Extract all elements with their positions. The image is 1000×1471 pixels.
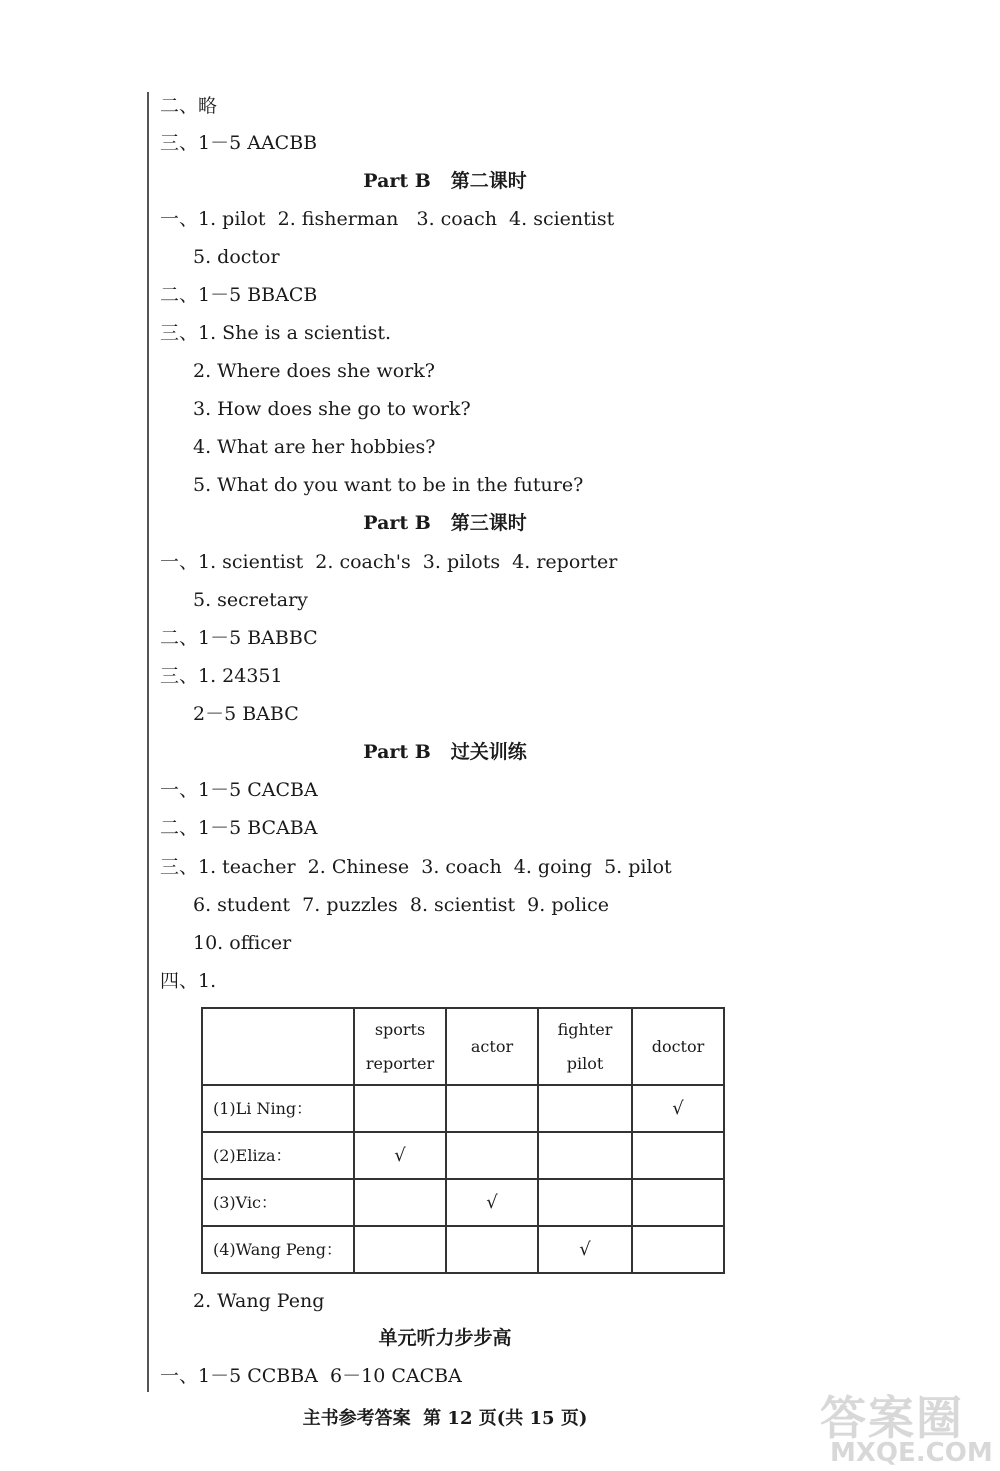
check-cell (632, 1132, 724, 1179)
answer-line: 二、1－5 BABBC (160, 627, 318, 649)
check-cell (354, 1179, 446, 1226)
answer-table (201, 1007, 725, 1274)
check-cell (538, 1132, 632, 1179)
check-cell (538, 1179, 632, 1226)
page-footer: 主书参考答案 第 12 页(共 15 页) (302, 1408, 588, 1429)
answer-line: 5. secretary (193, 589, 308, 611)
answer-line: 一、1－5 CCBBA 6－10 CACBA (160, 1365, 462, 1387)
column-header-doctor: doctor (632, 1008, 724, 1085)
answer-line: 5. doctor (193, 246, 280, 268)
answer-line: 三、1－5 AACBB (160, 132, 318, 154)
table-row (202, 1132, 724, 1179)
answer-line: 三、1. 24351 (160, 665, 283, 687)
answer-line: 四、1. (160, 970, 217, 992)
row-label: (3)Vic： (202, 1179, 354, 1226)
answer-line: 二、略 (160, 95, 218, 117)
check-cell: √ (632, 1085, 724, 1132)
answer-line: 4. What are her hobbies? (193, 436, 436, 458)
answer-line: 三、1. She is a scientist. (160, 322, 392, 344)
answer-line: 2－5 BABC (193, 703, 299, 725)
answer-line: 3. How does she go to work? (193, 398, 471, 420)
check-cell (632, 1226, 724, 1273)
watermark-text: 答案圈 (820, 1391, 964, 1445)
answer-line: 二、1－5 BBACB (160, 284, 318, 306)
section-heading: Part B 过关训练 (363, 741, 527, 763)
answer-line: 2. Where does she work? (193, 360, 435, 382)
check-cell (354, 1085, 446, 1132)
row-label: (1)Li Ning： (202, 1085, 354, 1132)
answer-line: 一、1. pilot 2. fisherman 3. coach 4. scientist (160, 208, 615, 230)
table-header-row (202, 1008, 724, 1085)
check-cell: √ (538, 1226, 632, 1273)
row-label: (4)Wang Peng： (202, 1226, 354, 1273)
column-header-fighter-pilot: fighter pilot (538, 1008, 632, 1085)
check-cell (354, 1226, 446, 1273)
check-cell: √ (354, 1132, 446, 1179)
answer-line: 三、1. teacher 2. Chinese 3. coach 4. going 5. pilot (160, 856, 672, 878)
watermark-url: MXQE.COM (830, 1438, 993, 1468)
table-row (202, 1179, 724, 1226)
column-header-actor: actor (446, 1008, 538, 1085)
row-label: (2)Eliza： (202, 1132, 354, 1179)
check-cell (446, 1132, 538, 1179)
answer-line: 一、1. scientist 2. coach's 3. pilots 4. reporter (160, 551, 618, 573)
answer-line: 10. officer (193, 932, 292, 954)
table-row (202, 1226, 724, 1273)
watermark-logo (790, 1382, 993, 1468)
check-cell (446, 1226, 538, 1273)
check-cell (538, 1085, 632, 1132)
section-heading: 单元听力步步高 (378, 1327, 512, 1349)
section-heading: Part B 第二课时 (363, 170, 527, 192)
check-cell: √ (446, 1179, 538, 1226)
table-corner-cell (202, 1008, 354, 1085)
check-cell (632, 1179, 724, 1226)
answer-line: 5. What do you want to be in the future? (193, 474, 584, 496)
check-cell (446, 1085, 538, 1132)
answer-line: 6. student 7. puzzles 8. scientist 9. police (193, 894, 609, 916)
answer-line: 一、1－5 CACBA (160, 779, 318, 801)
column-header-sports-reporter: sports reporter (354, 1008, 446, 1085)
answer-line: 2. Wang Peng (193, 1290, 325, 1312)
section-heading: Part B 第三课时 (363, 512, 527, 534)
table-row (202, 1085, 724, 1132)
answer-line: 二、1－5 BCABA (160, 817, 318, 839)
